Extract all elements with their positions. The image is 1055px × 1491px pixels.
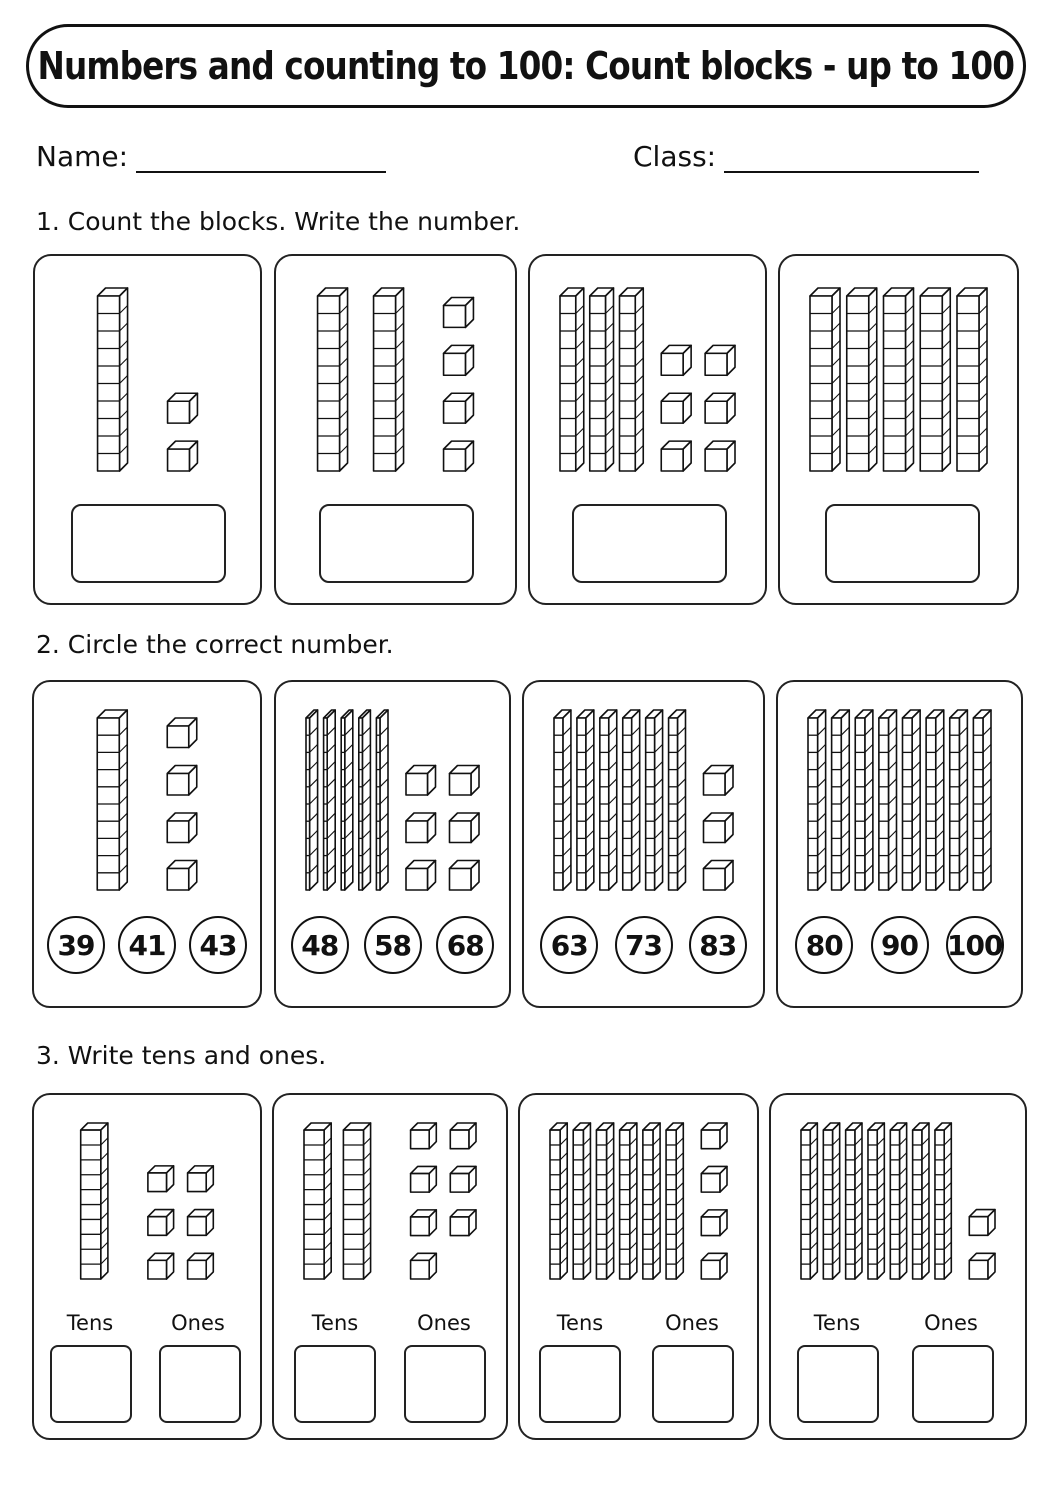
tens-answer-box[interactable] — [797, 1345, 879, 1423]
choice-option[interactable]: 41 — [118, 916, 176, 974]
title-banner — [26, 24, 1026, 108]
answer-box[interactable] — [71, 504, 226, 583]
one-cube — [444, 298, 474, 328]
one-cube — [450, 1166, 476, 1192]
one-cube — [168, 441, 198, 471]
name-field[interactable] — [36, 140, 386, 173]
ten-rod — [560, 288, 584, 471]
choice-option[interactable]: 100 — [946, 916, 1004, 974]
ones-answer-box[interactable] — [404, 1345, 486, 1423]
ten-rod — [376, 710, 388, 890]
one-cube — [450, 1123, 476, 1149]
ten-rod — [573, 1123, 590, 1279]
ten-rod — [846, 1123, 862, 1279]
ten-rod — [554, 710, 571, 890]
class-line[interactable] — [724, 141, 979, 173]
one-cube — [167, 861, 197, 891]
tens-ones-card — [518, 1093, 759, 1440]
one-cube — [167, 813, 197, 843]
ten-rod — [600, 710, 617, 890]
one-cube — [167, 718, 197, 748]
tens-label: Tens — [556, 1311, 604, 1335]
ten-rod — [884, 288, 914, 471]
ten-rod — [808, 710, 826, 890]
ten-rod — [903, 710, 921, 890]
one-cube — [450, 813, 480, 843]
one-cube — [704, 766, 734, 796]
one-cube — [444, 441, 474, 471]
ten-rod — [596, 1123, 613, 1279]
choice-option[interactable]: 73 — [615, 916, 673, 974]
ten-rod — [643, 1123, 660, 1279]
one-cube — [188, 1253, 214, 1279]
choice-option[interactable]: 39 — [47, 916, 105, 974]
one-cube — [969, 1210, 995, 1236]
ten-rod — [890, 1123, 906, 1279]
one-cube — [701, 1166, 727, 1192]
ones-label: Ones — [924, 1311, 978, 1335]
ten-rod — [832, 710, 850, 890]
ten-rod — [801, 1123, 817, 1279]
tens-ones-card — [272, 1093, 508, 1440]
one-cube — [411, 1123, 437, 1149]
choice-option[interactable]: 80 — [795, 916, 853, 974]
ten-rod — [98, 288, 128, 471]
ten-rod — [847, 288, 877, 471]
ten-rod — [341, 710, 353, 890]
choice-row — [34, 916, 260, 974]
one-cube — [450, 861, 480, 891]
one-cube — [411, 1210, 437, 1236]
one-cube — [450, 1210, 476, 1236]
ten-rod — [950, 710, 968, 890]
name-label: Name: — [36, 140, 129, 173]
count-card — [274, 254, 517, 605]
one-cube — [701, 1123, 727, 1149]
ones-answer-box[interactable] — [159, 1345, 241, 1423]
one-cube — [661, 345, 691, 375]
tens-answer-box[interactable] — [50, 1345, 132, 1423]
ten-rod — [81, 1123, 108, 1279]
circle-card — [522, 680, 765, 1008]
choice-option[interactable]: 90 — [871, 916, 929, 974]
one-cube — [705, 345, 735, 375]
count-card — [528, 254, 767, 605]
one-cube — [701, 1210, 727, 1236]
choice-row — [524, 916, 763, 974]
ten-rod — [318, 288, 348, 471]
one-cube — [406, 813, 436, 843]
count-card — [778, 254, 1019, 605]
ten-rod — [324, 710, 336, 890]
one-cube — [704, 861, 734, 891]
choice-option[interactable]: 48 — [291, 916, 349, 974]
one-cube — [704, 813, 734, 843]
tens-ones-card — [32, 1093, 262, 1440]
ten-rod — [935, 1123, 951, 1279]
ten-rod — [973, 710, 991, 890]
choice-option[interactable]: 58 — [364, 916, 422, 974]
ten-rod — [304, 1123, 331, 1279]
one-cube — [701, 1253, 727, 1279]
ten-rod — [823, 1123, 839, 1279]
ten-rod — [957, 288, 987, 471]
choice-option[interactable]: 63 — [540, 916, 598, 974]
tens-label: Tens — [311, 1311, 359, 1335]
one-cube — [188, 1166, 214, 1192]
ten-rod — [374, 288, 404, 471]
name-line[interactable] — [136, 141, 386, 173]
one-cube — [444, 393, 474, 423]
ten-rod — [926, 710, 944, 890]
ones-label: Ones — [665, 1311, 719, 1335]
choice-option[interactable]: 68 — [436, 916, 494, 974]
ten-rod — [620, 288, 644, 471]
one-cube — [406, 766, 436, 796]
ten-rod — [913, 1123, 929, 1279]
ones-label: Ones — [417, 1311, 471, 1335]
one-cube — [411, 1253, 437, 1279]
one-cube — [450, 766, 480, 796]
choice-option[interactable]: 83 — [689, 916, 747, 974]
circle-card — [32, 680, 262, 1008]
tens-answer-box[interactable] — [294, 1345, 376, 1423]
one-cube — [148, 1253, 174, 1279]
one-cube — [705, 393, 735, 423]
answer-box[interactable] — [319, 504, 474, 583]
tens-label: Tens — [813, 1311, 861, 1335]
ten-rod — [620, 1123, 637, 1279]
ones-answer-box[interactable] — [912, 1345, 994, 1423]
section1-instruction: 1. Count the blocks. Write the number. — [36, 207, 521, 236]
section2-instruction: 2. Circle the correct number. — [36, 630, 394, 659]
ten-rod — [623, 710, 640, 890]
choice-row — [276, 916, 509, 974]
ten-rod — [343, 1123, 370, 1279]
ten-rod — [879, 710, 897, 890]
ten-rod — [868, 1123, 884, 1279]
one-cube — [969, 1253, 995, 1279]
ten-rod — [577, 710, 594, 890]
ten-rod — [97, 710, 127, 890]
ten-rod — [669, 710, 686, 890]
ten-rod — [920, 288, 950, 471]
section3-instruction: 3. Write tens and ones. — [36, 1041, 327, 1070]
ones-answer-box[interactable] — [652, 1345, 734, 1423]
tens-ones-card — [769, 1093, 1027, 1440]
one-cube — [168, 393, 198, 423]
class-field[interactable] — [633, 140, 979, 173]
ten-rod — [590, 288, 614, 471]
one-cube — [148, 1210, 174, 1236]
tens-answer-box[interactable] — [539, 1345, 621, 1423]
one-cube — [406, 861, 436, 891]
circle-card — [776, 680, 1023, 1008]
choice-row — [778, 916, 1021, 974]
ten-rod — [306, 710, 318, 890]
circle-card — [274, 680, 511, 1008]
ten-rod — [810, 288, 840, 471]
ones-label: Ones — [171, 1311, 225, 1335]
choice-option[interactable]: 43 — [189, 916, 247, 974]
count-card — [33, 254, 262, 605]
one-cube — [411, 1166, 437, 1192]
ten-rod — [646, 710, 663, 890]
worksheet-title: Numbers and counting to 100: Count blocks - up to 100 — [37, 44, 1015, 88]
answer-box[interactable] — [825, 504, 980, 583]
one-cube — [661, 441, 691, 471]
ten-rod — [550, 1123, 567, 1279]
ten-rod — [855, 710, 873, 890]
class-label: Class: — [633, 140, 717, 173]
ten-rod — [666, 1123, 683, 1279]
one-cube — [148, 1166, 174, 1192]
one-cube — [705, 441, 735, 471]
tens-label: Tens — [66, 1311, 114, 1335]
ten-rod — [359, 710, 371, 890]
one-cube — [188, 1210, 214, 1236]
one-cube — [444, 345, 474, 375]
answer-box[interactable] — [572, 504, 727, 583]
one-cube — [167, 766, 197, 796]
one-cube — [661, 393, 691, 423]
